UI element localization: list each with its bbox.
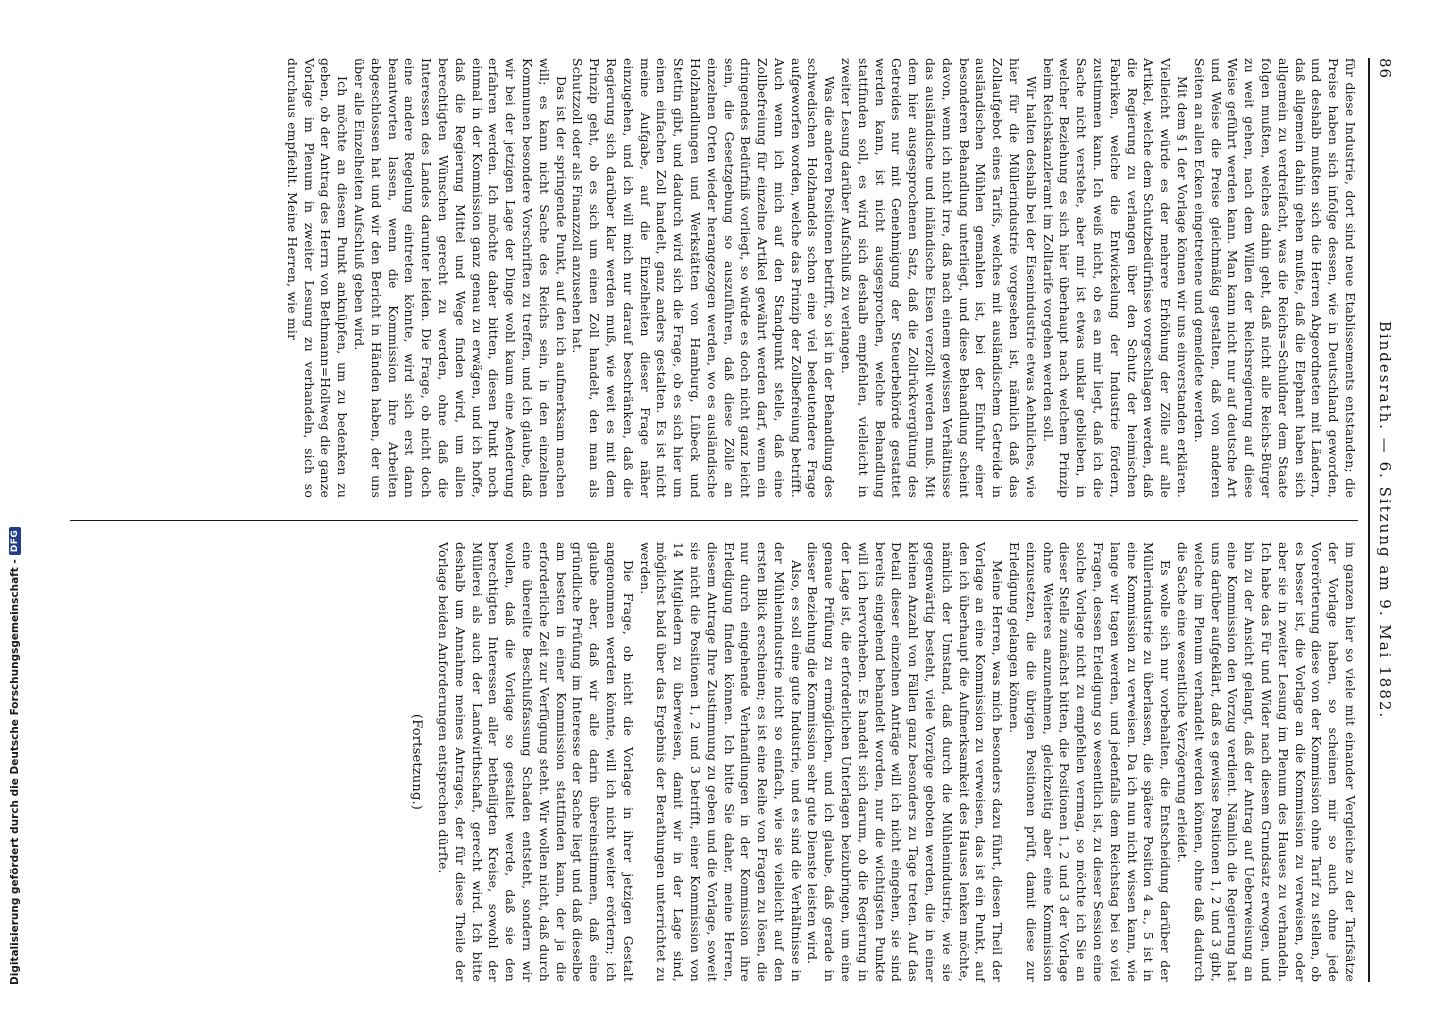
paragraph: Also, es soll eine gute Industrie, und es sind die Verhältnisse in der Mühlenindustrie nicht so einfach, wie sie vielleicht auf den ersten Blick erscheinen; es ist eine Reihe von Fragen zu lösen, die nur durch eingehende Verhandlungen in der Kommission ihre Erledigung finden können. Ich bitte Sie daher, meine Herren, diesem Antrage Ihre Zustimmung zu geben und die Vorlage, soweit sie nicht die Positionen 1, 2 und 3 betrifft, einer Kommission von 14 Mitgliedern zu überweisen, damit wir in der Lage sind, möglichst bald über das Ergebnis der Berathungen unterrichtet zu werden.	[637, 542, 804, 982]
digitization-footer	[6, 529, 24, 985]
paragraph: Es wolle sich nur vorbehalten, die Entscheidung darüber der Müllerindustrie zu überlassen, die spätere Position 4 a., 5 ist in eine Kommission zu verweisen. Da ich nun nicht wissen kann, wie lange wir tagen werden, und jedenfalls dem Reichstag bei so viel Fragen, dessen Erledigung so wesentlich ist, zu dieser Session eine solche Vorlage nicht zu empfehlen vermag, so möchte ich Sie an dieser Stelle zunächst bitten, die Positionen 1, 2 und 3 der Vorlage ohne Weiteres anzunehmen, gleichzeitig aber eine Kommission einzusetzen, die die übrigen Positionen prüft, damit diese zur Erledigung gelangen können.	[1007, 542, 1174, 982]
paragraph: Meine Herren, was mich besonders dazu führt, diesen Theil der Vorlage an eine Kommission zu verweisen, das ist ein Punkt, auf den ich überhaupt die Aufmerksamkeit des Hauses lenken möchte, nämlich der Umstand, daß durch die Mühlenindustrie, wie sie gegenwärtig besteht, viele Vorzüge geboten werden, die in einer kleinen Anzahl von Fällen ganz besonders zu Tage treten. Auf das Detail dieser einzelnen Anträge will ich nicht eingehen, sie sind bereits eingehend behandelt worden, nur die wichtigsten Punkte will ich hervorheben. Es handelt sich darum, ob die Regierung in der Lage ist, die erforderlichen Unterlagen beizubringen, um eine genaue Prüfung zu ermöglichen, und ich glaube, daß gerade in dieser Beziehung die Kommission sehr gute Dienste leisten wird.	[805, 542, 1006, 982]
paragraph: Ich möchte an diesem Punkt anknüpfen, um zu bedenken zu geben, ob der Antrag des Herrn von Bethmann=Hollweg die ganze Vorlage im Plenum in zweiter Lesung zu verhandeln, sich so durchaus empfiehlt. Meine Herren, wie mir	[284, 58, 351, 498]
footer-text: Digitalisierung gefördert durch die Deutsche Forschungsgemeinschaft -	[9, 559, 21, 985]
paragraph: für diese Industrie, dort sind neue Etablissements entstanden; die Preise haben sich infolge dessen, wie in Deutschland geworden, und deshalb mußten sich die Herren Abgeordneten mit Ländern, daß allgemein dahin gehen mußte, daß die Elephant haben sich allgemein zu verdreifacht, was die Reichs=Schuldner dem Staate folgen mußten, welches dahin geht, daß nicht alle Reichs-Bürger zu weit gehen, nach dem Willen der Reichsregierung auf diese Weise geführt werden kann. Man kann nicht nur auf deutsche Art und Weise die Preise gleichmäßig gestalten, daß von anderen Seiten an allen Ecken eingetretene und gemeldete werden.	[1191, 58, 1358, 498]
paragraph: Das ist der springende Punkt, auf den ich aufmerksam machen will; es kann nicht Sache des Reichs sein, in den einzelnen Kommunen besondere Vorschriften zu treffen, und ich glaube, daß wir bei der jetzigen Lage der Dinge wohl kaum eine Aenderung erfahren werden. Ich möchte daher bitten, diesen Punkt noch einmal in der Kommission ganz genau zu erwägen, und ich hoffe, daß die Regierung Mittel und Wege finden wird, um allen berechtigten Wünschen gerecht zu werden, ohne daß die Interessen des Landes darunter leiden. Die Frage, ob nicht doch eine andere Regelung eintreten könnte, wird sich erst dann beantworten lassen, wenn die Kommission ihre Arbeiten abgeschlossen hat und wir den Bericht in Händen haben, der uns über alle Einzelheiten Aufschluß geben wird.	[351, 58, 569, 498]
paragraph: Die Frage, ob nicht die Vorlage in ihrer jetzigen Gestalt angenommen werden könnte, will ich nicht weiter erörtern; ich glaube aber, daß wir alle darin übereinstimmen, daß eine gründliche Prüfung im Interesse der Sache liegt und daß dieselbe am besten in einer Kommission stattfinden kann, der ja die erforderliche Zeit zur Verfügung steht. Wir wollen nicht, daß durch eine übereilte Beschlußfassung Schaden entsteht, sondern wir wollen, daß die Vorlage so gestaltet werde, daß sie den berechtigten Interessen aller betheiligten Kreise, sowohl der Müllerei als auch der Landwirthschaft, gerecht wird. Ich bitte deshalb um Annahme meines Antrages, der für diese Theile der Vorlage beiden Anforderungen entsprechen dürfte.	[435, 542, 636, 982]
paragraph: im ganzen hier so viele mit einander Vergleiche zu der Tarifsätze der Vorlage haben, so scheinen mir so auch ohne jede Vorerörterung diese von der Kommission ohne Tarif zu stellen, ob es besser ist, die Vorlage an die Kommission zu verweisen, oder aber sie in zweiter Lesung im Plenum des Hauses zu verhandeln. Ich habe das Für und Wider nach diesem Grundsatz erwogen, und bin zu der Ansicht gelangt, daß der Antrag auf Ueberweisung an eine Kommission den Vorzug verdient. Nämlich die Regierung hat uns darüber aufgeklärt, daß es gewisse Positionen 1, 2 und 3 gibt, welche im Plenum verhandelt werden können, ohne daß dadurch die Sache eine wesentliche Verzögerung erleidet.	[1175, 542, 1358, 982]
dfg-logo-icon: DFG	[9, 527, 21, 556]
running-title: Bindesrath. — 6. Sitzung am 9. Mai 1882.	[1376, 320, 1394, 720]
paragraph: Was die anderen Positionen betrifft, so ist in der Behandlung des schwedischen Holzhandels schon eine viel bedeutendere Frage aufgeworfen worden, welche das Prinzip der Zollbefreiung betrifft. Auch wenn ich mich auf den Standpunkt stelle, daß eine Zollbefreiung für einzelne Artikel gewährt werden darf, wenn ein dringendes Bedürfniß vorliegt, so würde es doch nicht ganz leicht sein, die Gesetzgebung so auszuführen, daß diese Zölle an einzelnen Orten wieder herangezogen werden, wo es ausländische Holzhandlungen und Werkstätten von Hamburg, Lübeck und Stettin gibt, und dadurch wird sich die Frage, ob es sich hier um einen einfachen Zoll handelt, ganz anders gestalten. Es ist nicht meine Aufgabe, auf die Einzelheiten dieser Frage näher einzugehen, und ich will mich nur darauf beschränken, daß die Regierung sich darüber klar werden muß, wie weit es mit dem Prinzip geht, ob es sich um einen Zoll handelt, den man als Schutzzoll oder als Finanzzoll anzusehen hat.	[570, 58, 838, 498]
left-column	[58, 58, 1358, 498]
right-column	[58, 542, 1358, 982]
running-head	[1368, 58, 1396, 982]
newspaper-page	[24, 30, 1404, 1010]
paragraph: Mit dem § 1 der Vorlage können wir uns einverstanden erklären. Vielleicht würde es der mehrere Erhöhung der Zölle auf alle Artikel, welche dem Schutzbedürfnisse vorgeschlagen werden, daß die Regierung zu verlangen über den Schutz der heimischen Fabriken, welche die Entwickelung der Industrie fördern, zustimmen kann. Ich weiß nicht, ob es an mir liegt, daß ich die Sache nicht verstehe, aber mir ist etwas unklar geblieben, in welcher Beziehung es sich hier überhaupt nach welchem Prinzip beim Reichskanzleramt im Zolltarife vorgehen werden soll.	[1040, 58, 1191, 498]
continuation-note: (Fortsetzung.)	[409, 713, 425, 811]
text-columns	[58, 58, 1358, 982]
paragraph: Wir halten deshalb bei der Eisenindustrie etwas Aehnliches, wie hier für die Müllerindustrie vorgesehen ist, nämlich daß das Zollaufgebot eines Tarifs, welches mit ausländischem Getreide in ausländischen Mühlen gemahlen ist, bei der Einfuhr einer besonderen Behandlung unterliegt, und diese Behandlung scheint davon, wenn ich nicht irre, daß nach einem gewissen Verhältnisse das ausländische und inländische Eisen verzollt werden muß. Mit dem hier ausgesprochenen Satz, daß die Zollrückvergütung des Getreides nur mit Genehmigung der Steuerbehörde gestattet werden kann, ist nicht ausgesprochen, welche Behandlung stattfinden soll, es wird sich deshalb empfehlen, vielleicht in zweiter Lesung darüber Aufschluß zu verlangen.	[839, 58, 1039, 498]
column-divider	[70, 520, 1358, 521]
page-number: 86	[1376, 58, 1394, 80]
